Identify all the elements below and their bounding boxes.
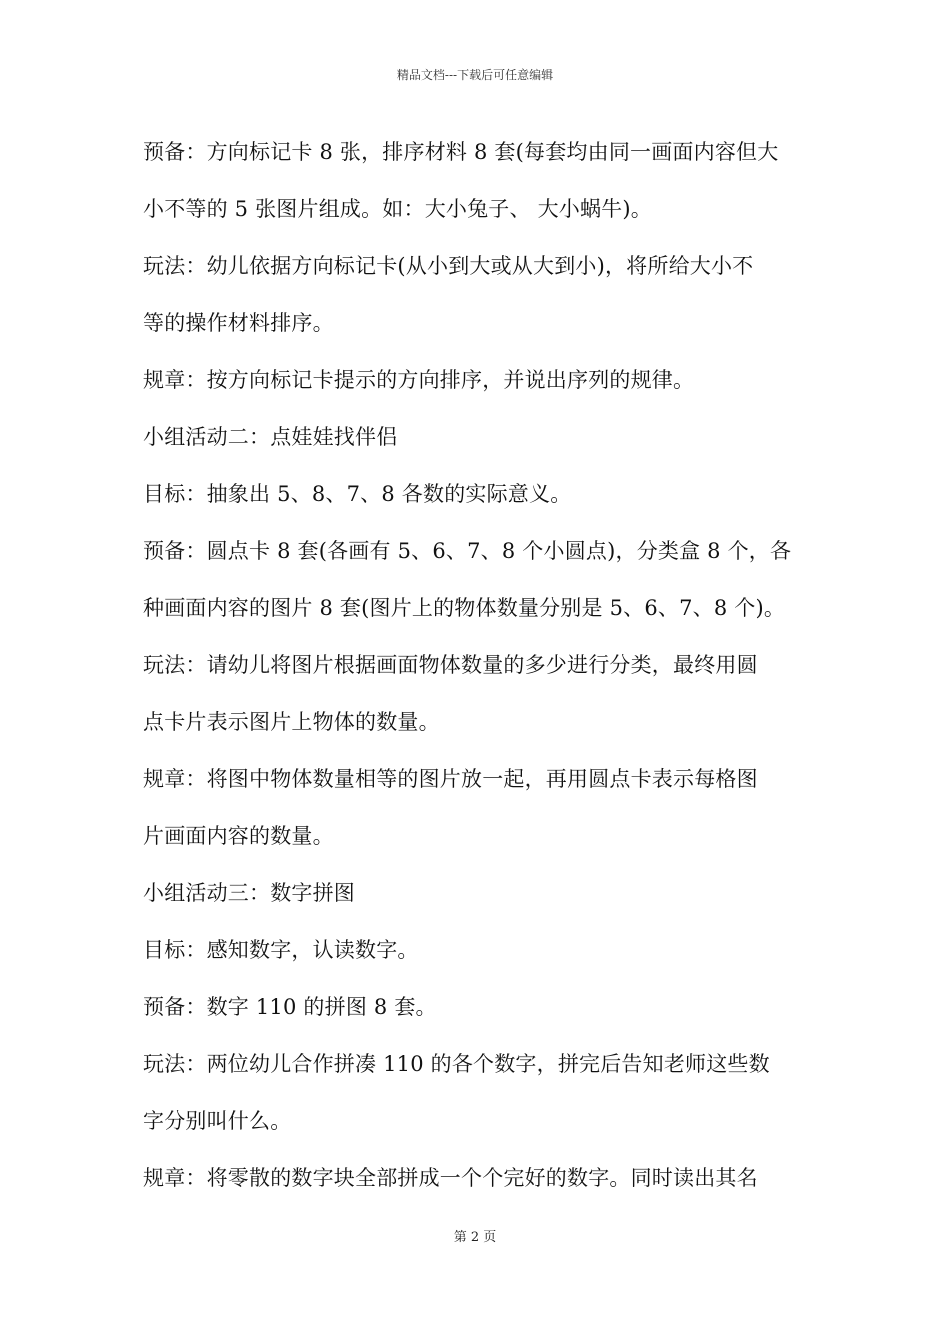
text-line: 目标：感知数字，认读数字。 [143, 938, 419, 962]
section-heading: 小组活动三：数字拼图 [143, 881, 355, 905]
text-line: 点卡片表示图片上物体的数量。 [143, 710, 440, 734]
page-header: 精品文档---下载后可任意编辑 [396, 68, 554, 82]
text-line: 玩法：请幼儿将图片根据画面物体数量的多少进行分类，最终用圆 [143, 653, 758, 677]
text-line: 规章：将零散的数字块全部拼成一个个完好的数字。同时读出其名 [143, 1166, 758, 1190]
text-line: 小不等的 5 张图片组成。如：大小兔子、 大小蜗牛)。 [143, 197, 652, 221]
section-heading: 小组活动二：点娃娃找伴侣 [143, 425, 398, 449]
text-line: 预备：数字 110 的拼图 8 套。 [143, 995, 437, 1019]
page-number: 第 2 页 [453, 1230, 497, 1245]
text-line: 种画面内容的图片 8 套(图片上的物体数量分别是 5、6、7、8 个)。 [143, 596, 786, 620]
text-line: 预备：方向标记卡 8 张，排序材料 8 套(每套均由同一画面内容但大 [143, 140, 779, 164]
text-line: 预备：圆点卡 8 套(各画有 5、6、7、8 个小圆点)，分类盒 8 个，各 [143, 539, 792, 563]
text-line: 玩法：幼儿依据方向标记卡(从小到大或从大到小)，将所给大小不 [143, 254, 754, 278]
document-body [143, 124, 823, 1207]
text-line: 规章：按方向标记卡提示的方向排序，并说出序列的规律。 [143, 368, 695, 392]
text-line: 目标：抽象出 5、8、7、8 各数的实际意义。 [143, 482, 572, 506]
text-line: 玩法：两位幼儿合作拼凑 110 的各个数字，拼完后告知老师这些数 [143, 1052, 770, 1076]
text-line: 字分别叫什么。 [143, 1109, 292, 1133]
text-line: 规章：将图中物体数量相等的图片放一起，再用圆点卡表示每格图 [143, 767, 758, 791]
text-line: 片画面内容的数量。 [143, 824, 334, 848]
text-line: 等的操作材料排序。 [143, 311, 334, 335]
